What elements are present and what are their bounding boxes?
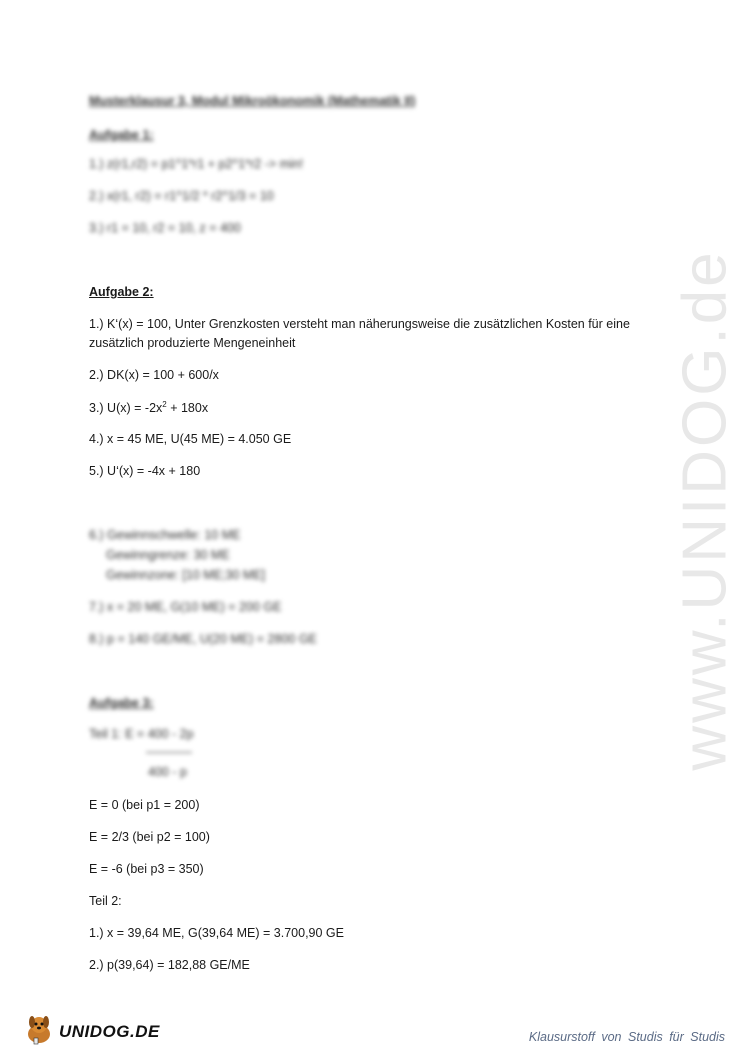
aufgabe-2-heading: Aufgabe 2:: [89, 285, 154, 299]
watermark: www.UNIDOG.de: [670, 249, 740, 771]
aufgabe-2-line-8: 8.) p = 140 GE/ME, U(20 ME) = 2800 GE: [89, 632, 317, 646]
line-3-text: 3.) U(x) = -2x: [89, 401, 163, 415]
unidog-logo[interactable]: [22, 1012, 160, 1051]
aufgabe-2-line-2: 2.) DK(x) = 100 + 600/x: [89, 368, 219, 382]
fraction-bar: [146, 752, 192, 753]
aufgabe-1-line-2: 2.) x(r1, r2) = r1^1/2 * r2^1/3 = 10: [89, 189, 274, 203]
elasticity-3: E = -6 (bei p3 = 350): [89, 862, 204, 876]
aufgabe-2-line-3: [89, 400, 208, 415]
aufgabe-1-line-1: 1.) z(r1,r2) = p1^1*r1 + p2^1*r2 -> min!: [89, 157, 304, 171]
teil-2-line-2: 2.) p(39,64) = 182,88 GE/ME: [89, 958, 250, 972]
teil-1-numerator: Teil 1: E = 400 - 2p: [89, 727, 194, 741]
elasticity-1: E = 0 (bei p1 = 200): [89, 798, 200, 812]
aufgabe-2-line-1b: zusätzlich produzierte Mengeneinheit: [89, 336, 296, 350]
aufgabe-2-line-5: 5.) U‘(x) = -4x + 180: [89, 464, 201, 478]
teil-1-denominator: 400 - p: [148, 765, 187, 779]
document-title: Musterklausur 3, Modul Mikroökonomik (Mathematik II): [89, 94, 416, 108]
teil-2-heading: Teil 2:: [89, 894, 122, 908]
aufgabe-3-heading: Aufgabe 3:: [89, 696, 154, 710]
elasticity-2: E = 2/3 (bei p2 = 100): [89, 830, 210, 844]
teil-2-line-1: 1.) x = 39,64 ME, G(39,64 ME) = 3.700,90 GE: [89, 926, 344, 940]
aufgabe-2-line-7: 7.) x = 20 ME, G(10 ME) = 200 GE: [89, 600, 282, 614]
aufgabe-2-line-6c: Gewinnzone: [10 ME;30 ME]: [106, 568, 266, 582]
logo-text: UNIDOG.DE: [59, 1021, 160, 1041]
aufgabe-1-line-3: 3.) r1 = 10, r2 = 10, z = 400: [89, 221, 241, 235]
dog-mascot-icon: [22, 1012, 56, 1051]
line-3-text-post: + 180x: [166, 401, 209, 415]
aufgabe-2-line-1a: 1.) K‘(x) = 100, Unter Grenzkosten versteht man näherungsweise die zusätzlichen Kosten für eine: [89, 317, 630, 331]
aufgabe-2-line-4: 4.) x = 45 ME, U(45 ME) = 4.050 GE: [89, 432, 292, 446]
aufgabe-2-line-6: 6.) Gewinnschwelle: 10 ME: [89, 528, 241, 542]
slogan: Klausurstoff von Studis für Studis: [528, 1030, 725, 1044]
exponent: 2: [162, 400, 167, 409]
aufgabe-1-heading: Aufgabe 1:: [89, 128, 154, 142]
aufgabe-2-line-6b: Gewinngrenze: 30 ME: [106, 548, 230, 562]
